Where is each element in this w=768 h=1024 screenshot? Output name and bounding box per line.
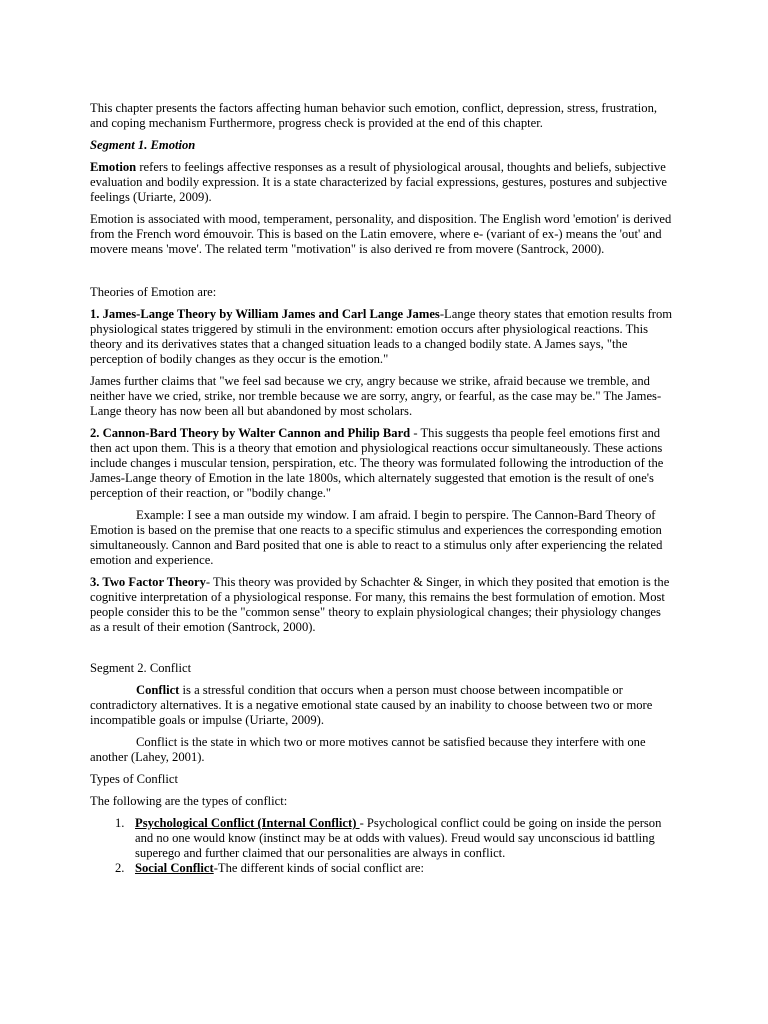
types-heading: Types of Conflict — [90, 772, 178, 786]
list-item-term: Social Conflict — [135, 861, 214, 875]
theory-2 — [90, 426, 674, 501]
conflict-term: Conflict — [136, 683, 180, 697]
theory-1 — [90, 307, 674, 367]
list-item-text: - Psychological conflict could be going on inside the person and no one would know (instinct may be at odds with values). Freud would say unconscious id battling superego and further claimed that our personalities are always in conflict. — [135, 816, 662, 860]
theory-3 — [90, 575, 674, 635]
segment2-title: Segment 2. Conflict — [90, 661, 192, 675]
theory-2-text: - This suggests tha people feel emotions first and then act upon them. This is a theory that emotion and physiological reactions occur simultaneously. These actions include changes i muscular tension, perspiration, etc. The theory was formulated following the introduction of the James-Lange theory of Emotion in the late 1800s, which alternately suggested that emotion is the result of one's perception of their reaction, or "bodily change." — [90, 426, 664, 500]
list-item-text: -The different kinds of social conflict are: — [213, 861, 424, 875]
list-item — [90, 816, 674, 861]
types-intro: The following are the types of conflict: — [90, 794, 288, 808]
list-item-number: 2. — [115, 861, 125, 875]
emotion-etymology: Emotion is associated with mood, temperament, personality, and disposition. The English word 'emotion' is derived from the French word émouvoir. This is based on the Latin emovere, where e- (variant of ex-) means the 'out' and movere means 'move'. The related term "motivation" is also derived re from movere (Santrock, 2000). — [90, 212, 672, 256]
conflict-motives: Conflict is the state in which two or more motives cannot be satisfied because they interfere with one another (Lahey, 2001). — [90, 735, 646, 764]
theory-2-title: 2. Cannon-Bard Theory by Walter Cannon and Philip Bard — [90, 426, 411, 440]
list-item-term: Psychological Conflict (Internal Conflict) — [135, 816, 360, 830]
theory-1-continued: James further claims that "we feel sad because we cry, angry because we strike, afraid because we tremble, and neither have we cried, strike, nor tremble because we are sorry, angry, or fearful, as the case may be." The James-Lange theory has now been all but abandoned by most scholars. — [90, 374, 662, 418]
conflict-definition — [90, 683, 674, 728]
conflict-types-list — [90, 816, 674, 876]
theory-3-text: - This theory was provided by Schachter & Singer, in which they posited that emotion is the cognitive interpretation of a physiological response. For many, this remains the best formulation of emotion. Most people consider this to be the "common sense" theory to explain physiological changes; their physiology changes as a result of their emotion (Santrock, 2000). — [90, 575, 670, 634]
theory-3-title: 3. Two Factor Theory — [90, 575, 206, 589]
theories-heading: Theories of Emotion are: — [90, 285, 217, 299]
segment1-title: Segment 1. Emotion — [90, 138, 196, 152]
theory-1-text: -Lange theory states that emotion results from physiological states triggered by stimuli in the environment: emotion occurs after physiological reactions. This theory and its derivatives states that a changed situation leads to a changed bodily state. A James says, "the perception of bodily changes as they occur is the emotion." — [90, 307, 673, 366]
list-item-number: 1. — [115, 816, 125, 830]
emotion-definition-text: refers to feelings affective responses as a result of physiological arousal, thoughts and beliefs, subjective evaluation and bodily expression. It is a state characterized by facial expressions, gestures, postures and subjective feelings (Uriarte, 2009). — [90, 160, 668, 204]
intro-paragraph: This chapter presents the factors affecting human behavior such emotion, conflict, depression, stress, frustration, and coping mechanism Furthermore, progress check is provided at the end of this chapter. — [90, 101, 658, 130]
document-body — [90, 101, 674, 876]
conflict-definition-text: is a stressful condition that occurs when a person must choose between incompatible or contradictory alternatives. It is a negative emotional state caused by an inability to choose between two or more incompatible goals or impulse (Uriarte, 2009). — [90, 683, 653, 727]
theory-2-example: Example: I see a man outside my window. I am afraid. I begin to perspire. The Cannon-Bard Theory of Emotion is based on the premise that one reacts to a specific stimulus and experiences the corresponding emotion simultaneously. Cannon and Bard posited that one is able to react to a stimulus only after experiencing the related emotion and experience. — [90, 508, 663, 567]
emotion-definition — [90, 160, 674, 205]
emotion-term: Emotion — [90, 160, 137, 174]
theory-1-title: 1. James-Lange Theory by William James and Carl Lange James — [90, 307, 440, 321]
list-item — [90, 861, 674, 876]
